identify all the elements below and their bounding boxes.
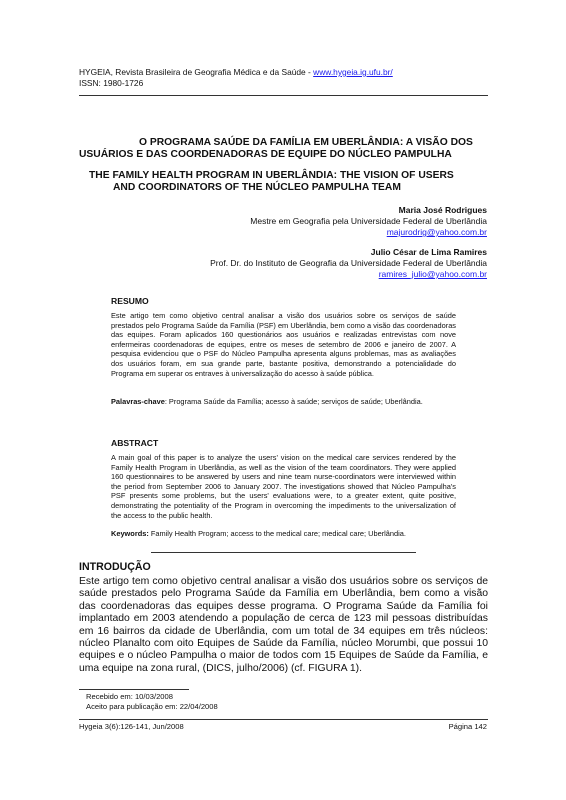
footer-citation: Hygeia 3(6):126-141, Jun/2008 <box>79 722 184 731</box>
intro-text: Este artigo tem como objetivo central analisar a visão dos usuários sobre os serviços de saúde prestados pelo Programa Saúde da Família em Uberlândia, bem como a visão das coordenadoras das equipes desse programa. O Programa Saúde da Família foi implantado em 2003 atendendo a população de cerca de 123 mil pessoas distribuídas em 16 bairros da cidade de Uberlândia, com um total de 34 equipes em três núcleos: núcleo Planalto com oito Equipes de Saúde da Família, núcleo Morumbi, que possui 10 equipes e o núcleo Pampulha o maior de todos com 15 Equipes de Saúde da Família, e uma equipe na zona rural, (DICS, julho/2006) (cf. FIGURA 1). <box>79 576 488 674</box>
abstract-heading: ABSTRACT <box>111 438 159 448</box>
abstract-text: A main goal of this paper is to analyze the users' vision on the medical care services rendered by the Family Health Program in Uberlândia, as well as the vision of the team coordinators. They were applied 160 questionnaires to be answered by users and nine team nurse-coordinators were interviewed within the period from September 2006 to January 2007. The investigations showed that Núcleo Pampulha's PSF presents some problems, but the users' evaluations were, to a greater extent, quite positive, demonstrating the potentiality of the Program in overcoming the impediments to the universalization of the access to the public health. <box>111 453 456 520</box>
author-name: Julio César de Lima Ramires <box>370 247 487 257</box>
author-affiliation: Mestre em Geografia pela Universidade Federal de Uberlândia <box>250 216 487 226</box>
issn: ISSN: 1980-1726 <box>79 77 144 88</box>
keywords-label: Keywords: <box>111 529 149 538</box>
resumo-heading: RESUMO <box>111 296 149 306</box>
journal-url-link[interactable]: www.hygeia.ig.ufu.br/ <box>313 67 393 77</box>
author-email-link[interactable]: majurodrig@yahoo.com.br <box>386 227 487 237</box>
author-email-link[interactable]: ramires_julio@yahoo.com.br <box>378 269 487 279</box>
accepted-date: Aceito para publicação em: 22/04/2008 <box>86 702 218 711</box>
resumo-keywords <box>111 397 456 407</box>
header-rule <box>79 95 488 96</box>
title-pt-line-1: O PROGRAMA SAÚDE DA FAMÍLIA EM UBERLÂNDIA: A VISÃO DOS <box>139 137 473 148</box>
journal-name-line <box>79 67 393 78</box>
received-date: Recebido em: 10/03/2008 <box>86 692 173 701</box>
footnotes <box>86 692 218 712</box>
author-block-2 <box>210 247 487 280</box>
title-pt-line-2: USUÁRIOS E DAS COORDENADORAS DE EQUIPE DO NÚCLEO PAMPULHA <box>79 149 452 161</box>
author-block-1 <box>250 205 487 238</box>
journal-header <box>79 67 393 88</box>
abstract-keywords <box>111 529 456 539</box>
title-en-line-2: AND COORDINATORS OF THE NÚCLEO PAMPULHA TEAM <box>113 182 401 194</box>
footer-page-number: Página 142 <box>448 722 487 731</box>
footer-rule <box>79 719 488 720</box>
resumo-text: Este artigo tem como objetivo central analisar a visão dos usuários sobre os serviços de saúde prestados pelo Programa Saúde da Família (PSF) em Uberlândia, bem como a visão das coordenadoras das equipes. Foram aplicados 160 questionários aos usuários e realizadas entrevistas com nove enfermeiras coordenadoras de equipes, entre os meses de setembro de 2006 e janeiro de 2007. A pesquisa evidenciou que o PSF do Núcleo Pampulha apresenta alguns problemas, mas as avaliações dos usuários foram, em sua grande parte, bastante positiva, demonstrando a potencialidade do Programa em superar os entraves à universalização do acesso à saúde pública. <box>111 311 456 378</box>
title-en-line-1: THE FAMILY HEALTH PROGRAM IN UBERLÂNDIA: THE VISION OF USERS <box>89 170 454 181</box>
author-name: Maria José Rodrigues <box>398 205 487 215</box>
keywords-label: Palavras-chave <box>111 397 165 406</box>
journal-name: HYGEIA, Revista Brasileira de Geografia Médica e da Saúde - <box>79 67 314 77</box>
intro-heading: INTRODUÇÃO <box>79 561 151 573</box>
keywords-values: : Programa Saúde da Família; acesso à saúde; serviços de saúde; Uberlândia. <box>164 397 423 406</box>
title-english <box>79 170 488 194</box>
title-portuguese <box>79 137 488 161</box>
footnote-rule <box>79 689 189 690</box>
author-affiliation: Prof. Dr. do Instituto de Geografia da Universidade Federal de Uberlândia <box>210 258 487 268</box>
keywords-values: Family Health Program; access to the medical care; medical care; Uberlândia. <box>148 529 406 538</box>
section-divider <box>151 552 416 553</box>
